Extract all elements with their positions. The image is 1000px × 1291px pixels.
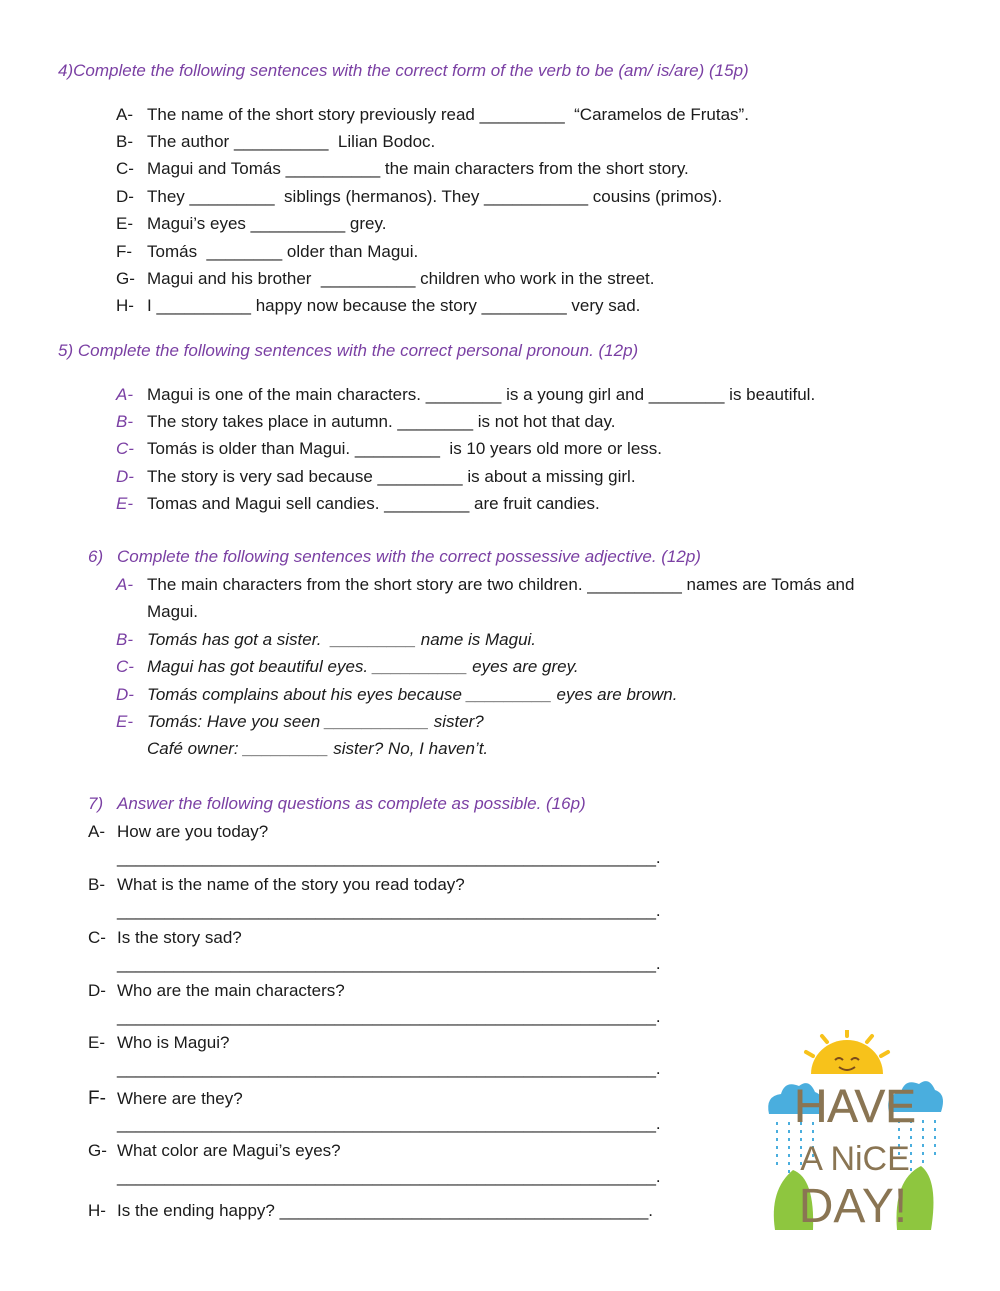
s5-sentence-e: Tomas and Magui sell candies. _________ are fruit candies. xyxy=(147,494,600,513)
a-nice-text: A NiCE xyxy=(800,1140,910,1178)
s7-answer-line-a[interactable]: _________________________________________________________. xyxy=(117,848,661,867)
s4-letter-c: C- xyxy=(116,159,134,178)
s6-sentence-a-line2: Magui. xyxy=(147,602,199,621)
s6-sentence-b: Tomás has got a sister. _________ name is Magui. xyxy=(147,630,537,649)
s6-letter-d: D- xyxy=(116,685,134,704)
s4-letter-b: B- xyxy=(116,132,133,151)
day-text: DAY! xyxy=(798,1180,908,1233)
s4-letter-f: F- xyxy=(116,242,133,261)
s6-letter-c: C- xyxy=(116,657,134,676)
have-a-nice-day-illustration xyxy=(765,1030,945,1240)
s4-sentence-f: Tomás ________ older than Magui. xyxy=(147,242,419,261)
s7-question-e: Who is Magui? xyxy=(117,1033,230,1052)
s7-letter-d: D- xyxy=(88,981,106,1000)
s7-letter-e: E- xyxy=(88,1033,105,1052)
s7-letter-f: F- xyxy=(88,1088,106,1109)
s6-letter-b: B- xyxy=(116,630,133,649)
s7-question-h: Is the ending happy? _______________________________________. xyxy=(117,1201,654,1220)
s7-letter-h: H- xyxy=(88,1201,106,1220)
s7-question-a: How are you today? xyxy=(117,822,269,841)
s5-letter-e: E- xyxy=(116,494,133,513)
section-6-number: 6) xyxy=(88,547,104,566)
s7-answer-line-f[interactable]: _________________________________________________________. xyxy=(117,1114,661,1133)
s4-sentence-b: The author __________ Lilian Bodoc. xyxy=(147,132,436,151)
section-5-title: 5) Complete the following sentences with the correct personal pronoun. (12p) xyxy=(58,341,639,360)
s5-sentence-b: The story takes place in autumn. ________ is not hot that day. xyxy=(147,412,616,431)
s5-sentence-c: Tomás is older than Magui. _________ is 10 years old more or less. xyxy=(147,439,662,458)
s5-sentence-d: The story is very sad because _________ is about a missing girl. xyxy=(147,467,636,486)
s4-letter-d: D- xyxy=(116,187,134,206)
sun-icon xyxy=(806,1030,888,1074)
s4-sentence-a: The name of the short story previously read _________ “Caramelos de Frutas”. xyxy=(147,105,749,124)
s7-letter-b: B- xyxy=(88,875,105,894)
s4-letter-a: A- xyxy=(116,105,133,124)
s5-letter-d: D- xyxy=(116,467,134,486)
s4-sentence-c: Magui and Tomás __________ the main characters from the short story. xyxy=(147,159,689,178)
s6-cafe-owner-line: Café owner: _________ sister? No, I haven’t. xyxy=(147,739,489,758)
s6-letter-e: E- xyxy=(116,712,133,731)
s5-sentence-a: Magui is one of the main characters. ________ is a young girl and ________ is beautiful. xyxy=(147,385,816,404)
s7-answer-line-d[interactable]: _________________________________________________________. xyxy=(117,1007,661,1026)
s4-letter-g: G- xyxy=(116,269,135,288)
have-text: HAVE xyxy=(794,1080,916,1132)
s7-answer-line-g[interactable]: _________________________________________________________. xyxy=(117,1167,661,1186)
s7-letter-g: G- xyxy=(88,1141,107,1160)
s4-letter-e: E- xyxy=(116,214,133,233)
s7-question-f: Where are they? xyxy=(117,1089,243,1108)
s7-question-b: What is the name of the story you read today? xyxy=(117,875,465,894)
s4-sentence-h: I __________ happy now because the story _________ very sad. xyxy=(147,296,641,315)
section-4-title: 4)Complete the following sentences with the correct form of the verb to be (am/ is/are) (15p) xyxy=(58,61,749,80)
s7-answer-line-c[interactable]: _________________________________________________________. xyxy=(117,954,661,973)
section-7-title: Answer the following questions as complete as possible. (16p) xyxy=(117,794,586,813)
section-7-number: 7) xyxy=(88,794,104,813)
s6-sentence-a-line1: The main characters from the short story are two children. __________ names are Tomás and xyxy=(147,575,855,594)
s6-letter-a: A- xyxy=(116,575,133,594)
s7-answer-line-e[interactable]: _________________________________________________________. xyxy=(117,1059,661,1078)
s6-sentence-c: Magui has got beautiful eyes. __________ eyes are grey. xyxy=(147,657,579,676)
section-6-title: Complete the following sentences with the correct possessive adjective. (12p) xyxy=(117,547,701,566)
s4-letter-h: H- xyxy=(116,296,134,315)
s7-question-c: Is the story sad? xyxy=(117,928,242,947)
s6-sentence-d: Tomás complains about his eyes because _________ eyes are brown. xyxy=(147,685,678,704)
s6-sentence-e: Tomás: Have you seen ___________ sister? xyxy=(147,712,484,731)
s5-letter-b: B- xyxy=(116,412,133,431)
s7-letter-c: C- xyxy=(88,928,106,947)
s4-sentence-d: They _________ siblings (hermanos). They ___________ cousins (primos). xyxy=(147,187,723,206)
s7-answer-line-b[interactable]: _________________________________________________________. xyxy=(117,901,661,920)
s7-question-g: What color are Magui’s eyes? xyxy=(117,1141,341,1160)
s7-letter-a: A- xyxy=(88,822,105,841)
s5-letter-c: C- xyxy=(116,439,134,458)
s4-sentence-g: Magui and his brother __________ children who work in the street. xyxy=(147,269,655,288)
s4-sentence-e: Magui’s eyes __________ grey. xyxy=(147,214,387,233)
s7-question-d: Who are the main characters? xyxy=(117,981,345,1000)
s5-letter-a: A- xyxy=(116,385,133,404)
